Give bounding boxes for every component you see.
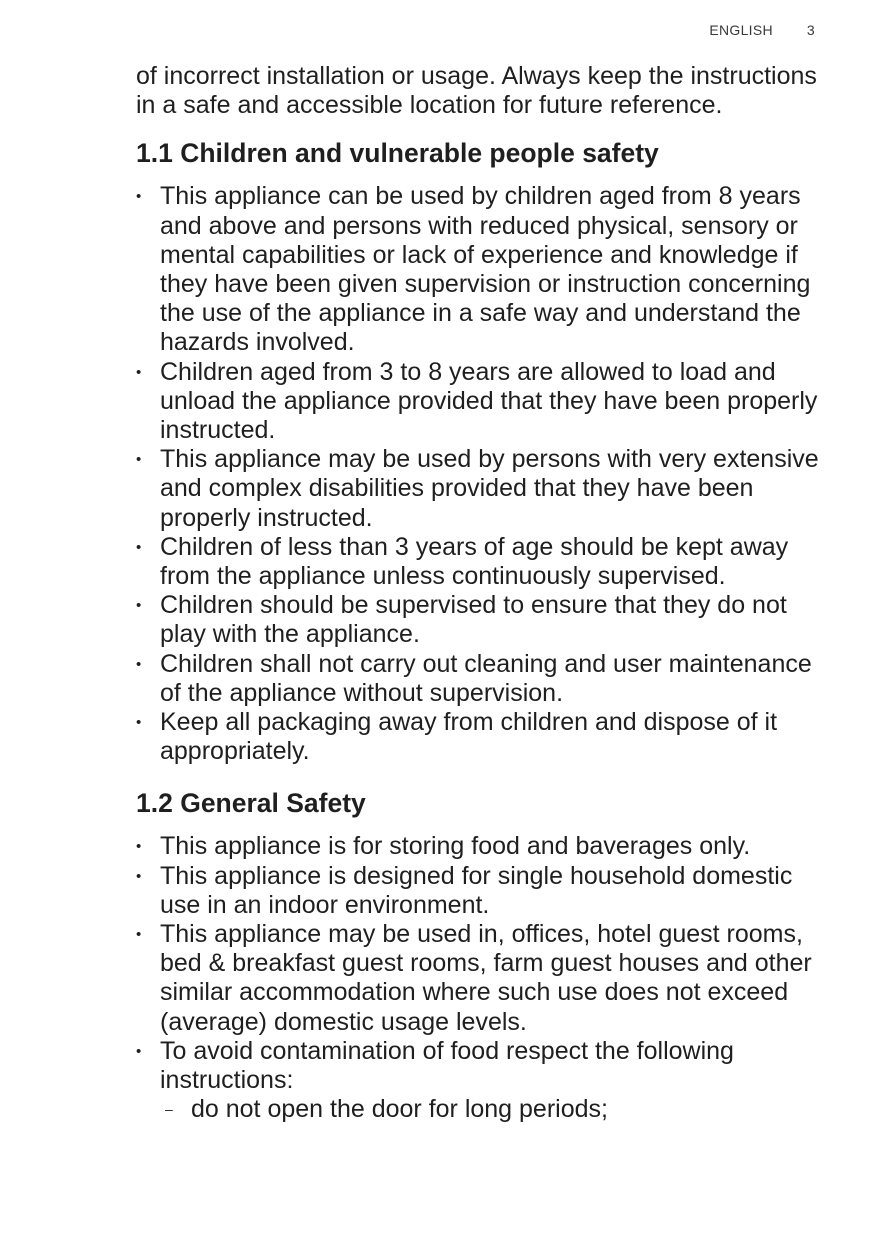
list-item-text: To avoid contamination of food respect the following instructions: xyxy=(160,1036,734,1095)
list-item-with-subitems xyxy=(136,1037,826,1125)
sub-list-item: – do not open the door for long periods; xyxy=(160,1095,826,1124)
list-item: • Children aged from 3 to 8 years are allowed to load and unload the appliance provided that they have been properly instructed. xyxy=(136,358,826,446)
list-item: • Children shall not carry out cleaning and user maintenance of the appliance without supervision. xyxy=(136,650,826,708)
list-item: • This appliance can be used by children aged from 8 years and above and persons with reduced physical, sensory or mental capabilities or lack of experience and knowledge if they have been given supervision or instruction concerning the use of the appliance in a safe way and understand the hazards involved. xyxy=(136,182,826,357)
list-item: • This appliance may be used by persons with very extensive and complex disabilities provided that they have been properly instructed. xyxy=(136,445,826,533)
language-label: ENGLISH xyxy=(709,22,773,38)
list-item: • This appliance is for storing food and baverages only. xyxy=(136,832,826,861)
list-item: • Children should be supervised to ensure that they do not play with the appliance. xyxy=(136,591,826,649)
general-safety-list xyxy=(136,832,826,1124)
children-safety-list xyxy=(136,182,826,766)
page-header xyxy=(709,22,815,38)
list-item: • This appliance is designed for single household domestic use in an indoor environment. xyxy=(136,862,826,920)
list-item: • This appliance may be used in, offices, hotel guest rooms, bed & breakfast guest rooms, farm guest houses and other similar accommodation where such use does not exceed (average) domestic usage levels. xyxy=(136,920,826,1037)
contamination-instructions-list xyxy=(160,1095,826,1124)
intro-paragraph: of incorrect installation or usage. Always keep the instructions in a safe and accessible location for future reference. xyxy=(136,62,817,120)
page-content xyxy=(136,62,826,1125)
section-heading-general-safety: 1.2 General Safety xyxy=(136,788,366,819)
list-item: • Keep all packaging away from children and dispose of it appropriately. xyxy=(136,708,826,766)
page-number: 3 xyxy=(806,22,815,38)
list-item: • Children of less than 3 years of age should be kept away from the appliance unless continuously supervised. xyxy=(136,533,826,591)
section-heading-children-safety: 1.1 Children and vulnerable people safety xyxy=(136,138,659,169)
